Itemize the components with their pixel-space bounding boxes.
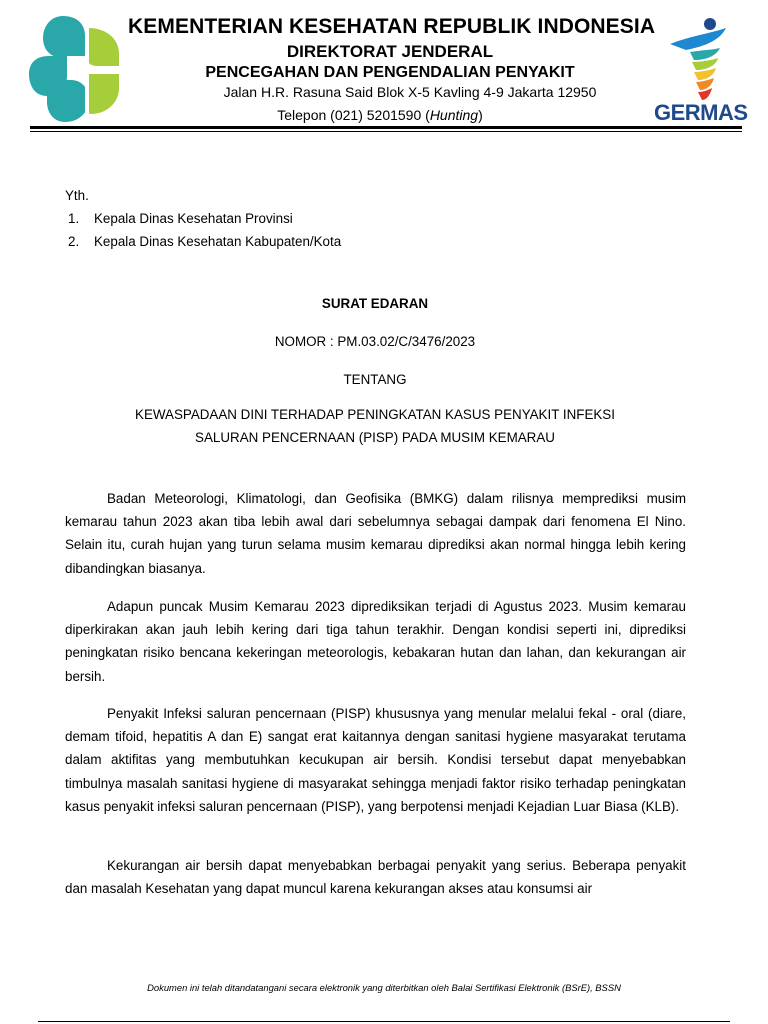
recipient-text: Kepala Dinas Kesehatan Provinsi [94, 211, 293, 227]
recipient-text: Kepala Dinas Kesehatan Kabupaten/Kota [94, 234, 342, 250]
letter-subject-line-1: KEWASPADAAN DINI TERHADAP PENINGKATAN KASUS PENYAKIT INFEKSI [135, 407, 615, 422]
kemenkes-logo-icon [27, 14, 121, 124]
body-paragraph-1: Badan Meteorologi, Klimatologi, dan Geofisika (BMKG) dalam rilisnya memprediksi musim kemarau tahun 2023 akan tiba lebih awal dari sebelumnya sebagai dampak dari fenomena El Nino. Selain itu, curah hujan yang turun selama musim kemarau diprediksi akan normal hingga lebih kering dibandingkan biasanya. [65, 491, 686, 576]
germas-label: GERMAS [654, 100, 748, 125]
recipient-item [65, 207, 685, 230]
body-paragraph-2: Adapun puncak Musim Kemarau 2023 diprediksikan terjadi di Agustus 2023. Musim kemarau diperkirakan akan jauh lebih kering dari tiga tahun terakhir. Dengan kondisi seperti ini, diprediksi peningkatan risiko bencana kekeringan meteorologis, kebakaran hutan dan lahan, dan kekurangan air bersih. [65, 599, 686, 684]
letterhead-rule-thin [30, 131, 742, 132]
ministry-name: KEMENTERIAN KESEHATAN REPUBLIK INDONESIA [128, 15, 656, 38]
directorate-name: DIREKTORAT JENDERAL [286, 42, 494, 61]
letter-subject-line-2: SALURAN PENCERNAAN (PISP) PADA MUSIM KEMARAU [195, 430, 555, 446]
body-paragraph-3: Penyakit Infeksi saluran pencernaan (PISP) khususnya yang menular melalui fekal - oral (diare, demam tifoid, hepatitis A dan E) sangat erat kaitannya dengan sanitasi hygiene masyarakat terutama dalam aktifitas yang membutuhkan kecukupan air bersih. Kondisi tersebut dapat menyebabkan timbulnya masalah sanitasi hygiene di masyarakat sehingga menjadi faktor risiko terhadap peningkatan kasus penyakit infeksi saluran pencernaan (PISP), yang berpotensi menjadi Kejadian Luar Biasa (KLB). [65, 706, 686, 814]
esign-footer-note: Dokumen ini telah ditandatangani secara elektronik yang diterbitkan oleh Balai Sertifikasi Elektronik (BSrE), BSSN [147, 982, 621, 993]
division-name: PENCEGAHAN DAN PENGENDALIAN PENYAKIT [205, 64, 575, 81]
phone-hunting: Hunting [429, 107, 479, 123]
recipient-item [65, 230, 685, 253]
recipient-number: 2. [68, 234, 80, 250]
office-address: Jalan H.R. Rasuna Said Blok X-5 Kavling 4-9 Jakarta 12950 [223, 84, 597, 100]
letter-about: TENTANG [343, 372, 407, 387]
salutation: Yth. [65, 188, 89, 203]
body-paragraph-4: Kekurangan air bersih dapat menyebabkan berbagai penyakit yang serius. Beberapa penyakit dan masalah Kesehatan yang dapat muncul karena kekurangan akses atau konsumsi air [65, 858, 686, 897]
phone-prefix: Telepon (021) 5201590 ( [277, 107, 430, 123]
recipient-number: 1. [68, 211, 80, 227]
letterhead [0, 0, 768, 134]
office-phone [230, 107, 530, 123]
letter-subject [65, 403, 685, 449]
recipient-list [65, 207, 685, 253]
letter-title: SURAT EDARAN [321, 296, 429, 311]
footer-rule [38, 1021, 730, 1022]
addressee-block [65, 184, 685, 254]
phone-suffix: ) [478, 107, 483, 123]
letterhead-rule-thick [30, 126, 742, 129]
letter-number: NOMOR : PM.03.02/C/3476/2023 [274, 334, 476, 349]
